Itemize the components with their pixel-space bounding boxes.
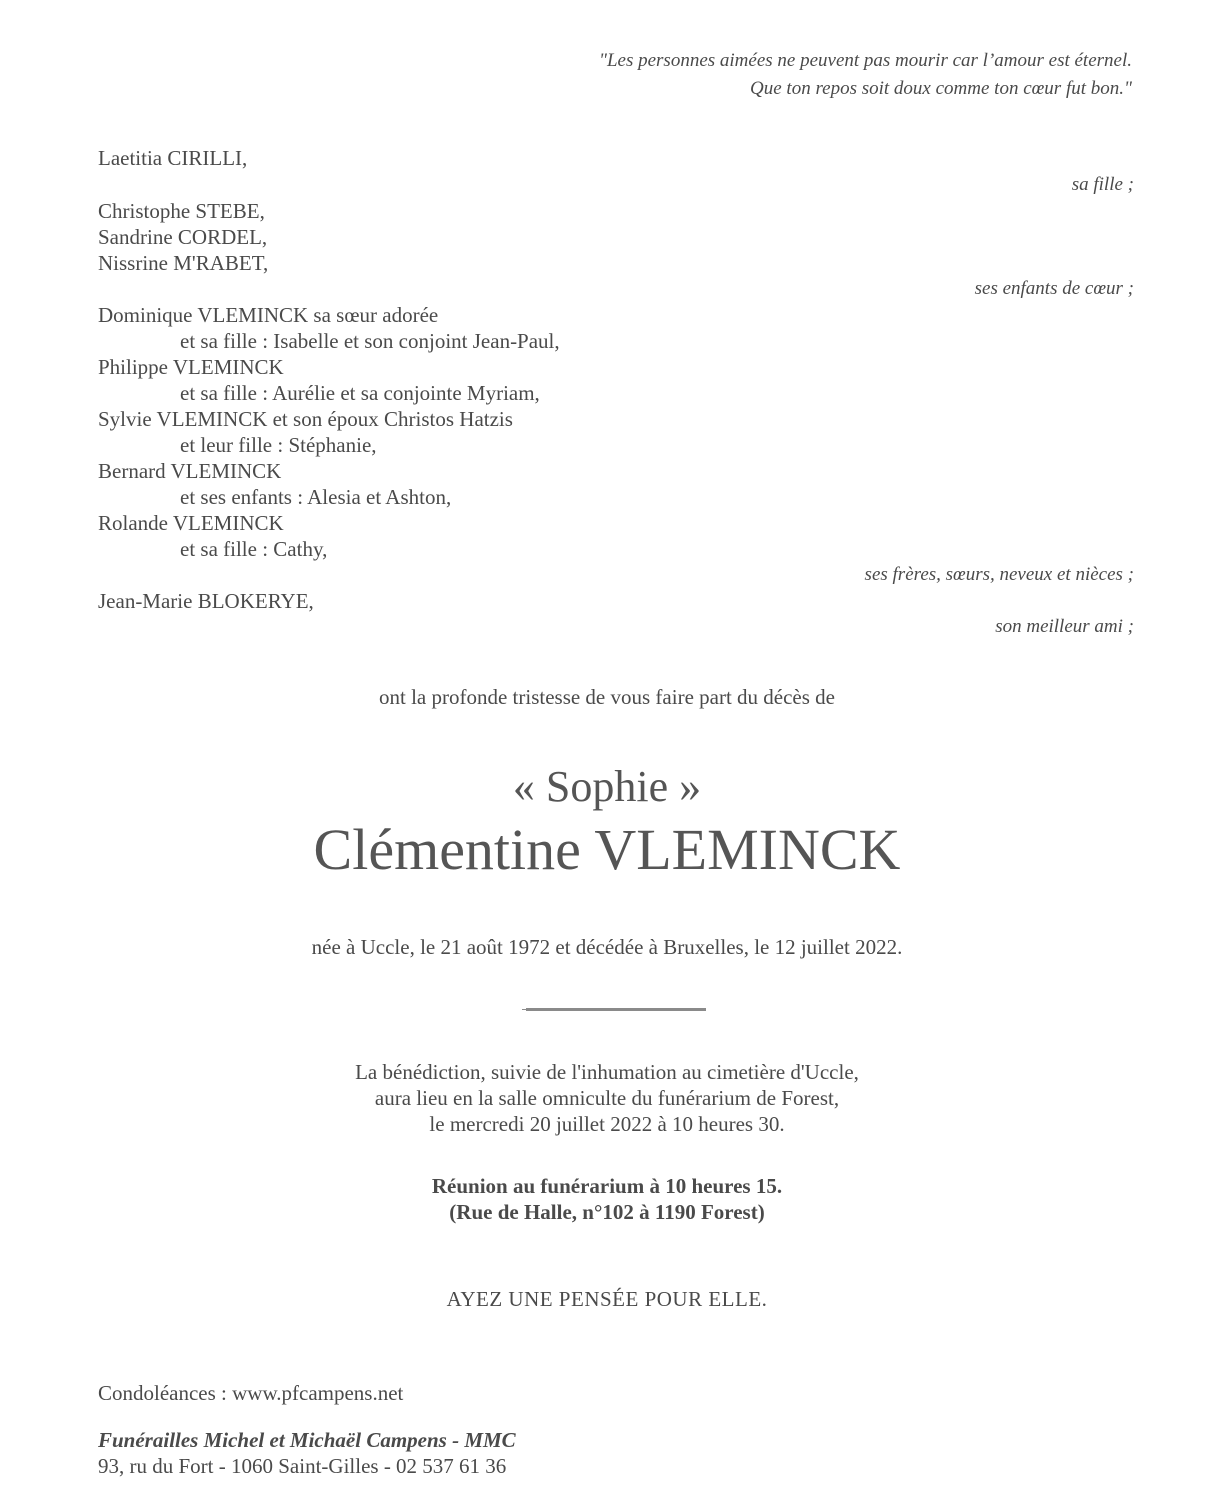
- family-heart-children-role: ses enfants de cœur ;: [974, 278, 1134, 299]
- ceremony-line-1: La bénédiction, suivie de l'inhumation au cimetière d'Uccle,: [355, 1060, 859, 1084]
- family-sibling-line: et sa fille : Aurélie et sa conjointe Myriam,: [180, 381, 540, 405]
- meeting-line-1: Réunion au funérarium à 10 heures 15.: [431, 1174, 783, 1198]
- announcement-text: ont la profonde tristesse de vous faire part du décès de: [378, 685, 835, 709]
- meeting-line-2: (Rue de Halle, n°102 à 1190 Forest): [449, 1200, 765, 1224]
- family-sibling-line: Sylvie VLEMINCK et son époux Christos Hatzis: [98, 407, 513, 431]
- deceased-dates: née à Uccle, le 21 août 1972 et décédée à Bruxelles, le 12 juillet 2022.: [311, 935, 903, 959]
- section-divider: [526, 1008, 706, 1011]
- family-sibling-line: et leur fille : Stéphanie,: [180, 433, 377, 457]
- deceased-name: Clémentine VLEMINCK: [313, 817, 901, 882]
- family-sibling-line: et ses enfants : Alesia et Ashton,: [180, 485, 452, 509]
- ceremony-line-3: le mercredi 20 juillet 2022 à 10 heures 30.: [429, 1112, 785, 1136]
- closing-text: AYEZ UNE PENSÉE POUR ELLE.: [446, 1287, 768, 1311]
- condolences-line: Condoléances : www.pfcampens.net: [98, 1381, 404, 1405]
- family-heart-child-1: Christophe STEBE,: [98, 199, 265, 223]
- family-best-friend-role: son meilleur ami ;: [995, 616, 1134, 637]
- epigraph-line-2: Que ton repos soit doux comme ton cœur fut bon.": [750, 78, 1132, 99]
- family-sibling-line: et sa fille : Isabelle et son conjoint Jean-Paul,: [180, 329, 560, 353]
- family-siblings-role: ses frères, sœurs, neveux et nièces ;: [864, 564, 1134, 585]
- family-heart-child-2: Sandrine CORDEL,: [98, 225, 268, 249]
- family-sibling-line: Rolande VLEMINCK: [98, 511, 284, 535]
- family-best-friend-name: Jean-Marie BLOKERYE,: [98, 589, 314, 613]
- funeral-company-address: 93, ru du Fort - 1060 Saint-Gilles - 02 537 61 36: [98, 1454, 507, 1478]
- family-sibling-line: Dominique VLEMINCK sa sœur adorée: [98, 303, 439, 327]
- epigraph-line-1: "Les personnes aimées ne peuvent pas mourir car l’amour est éternel.: [598, 50, 1132, 71]
- family-sibling-line: Bernard VLEMINCK: [98, 459, 282, 483]
- deceased-nickname: « Sophie »: [512, 762, 702, 811]
- ceremony-line-2: aura lieu en la salle omniculte du funérarium de Forest,: [374, 1086, 840, 1110]
- funeral-company-name: Funérailles Michel et Michaël Campens - MMC: [98, 1428, 516, 1452]
- family-sibling-line: Philippe VLEMINCK: [98, 355, 284, 379]
- family-heart-child-3: Nissrine M'RABET,: [98, 251, 269, 275]
- family-daughter-name: Laetitia CIRILLI,: [98, 146, 248, 170]
- family-sibling-line: et sa fille : Cathy,: [180, 537, 328, 561]
- family-daughter-role: sa fille ;: [1071, 174, 1134, 195]
